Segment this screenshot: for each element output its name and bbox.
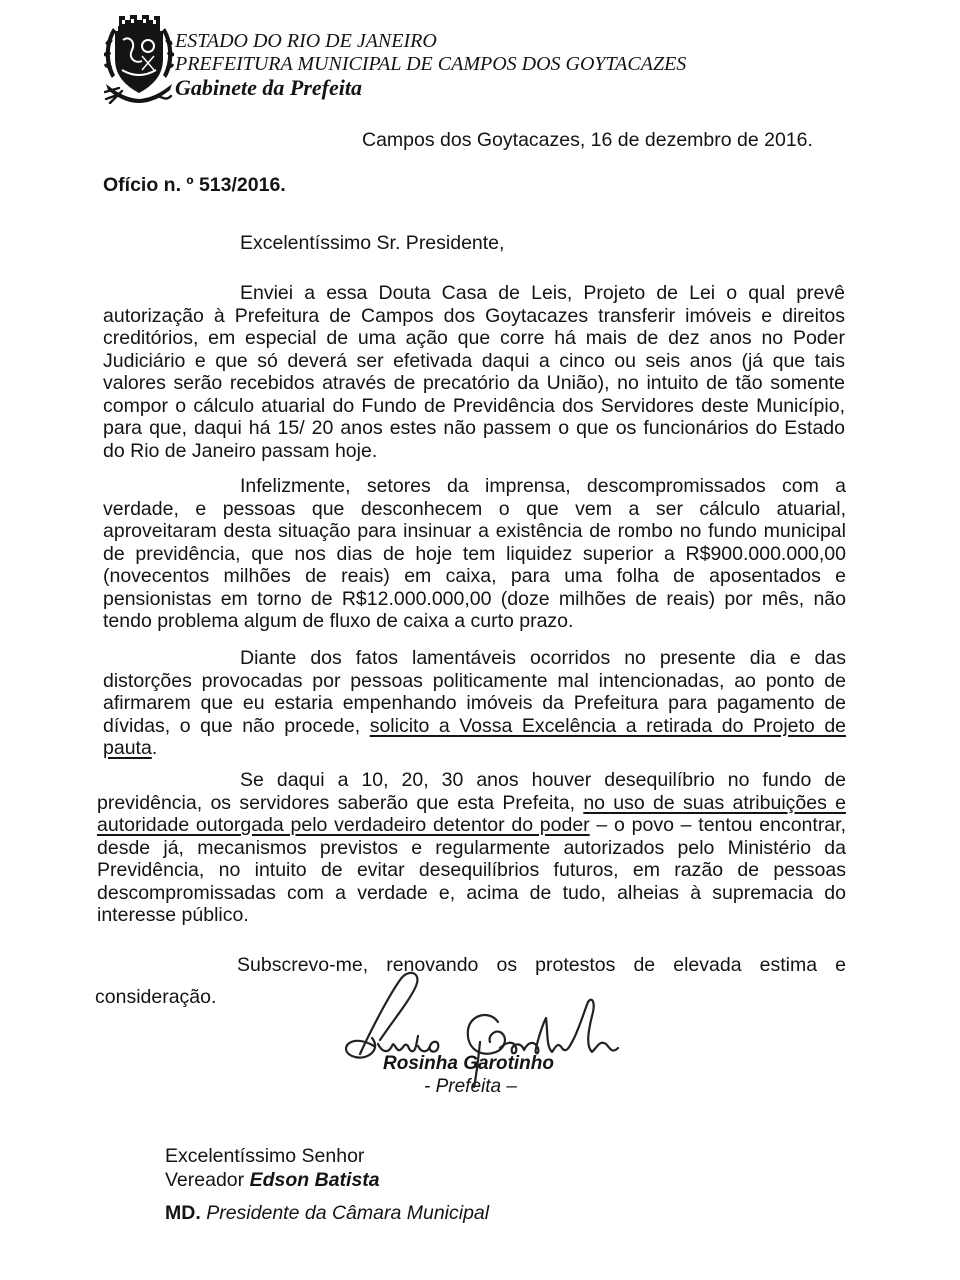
p4-line-2-text: previdência, os servidores saberão que esta Prefeita, <box>97 791 584 814</box>
p2-line-5: (novecentos milhões de reais) em caixa, para uma folha de aposentados e <box>103 565 846 587</box>
addressee-line-3 <box>165 1202 489 1224</box>
p4-line-3-text: – o povo – tentou encontrar, <box>589 814 846 836</box>
p1-line-5: valores serão recebidos através de precatório da União), no intuito de tão somente <box>103 372 845 394</box>
authority-underlined-text: no uso de suas atribuições e <box>583 791 846 814</box>
p4-line-3 <box>97 814 846 837</box>
p2-line-7: tendo problema algum de fluxo de caixa a curto prazo. <box>103 610 574 632</box>
p3-line-1: Diante dos fatos lamentáveis ocorridos no presente dia e das <box>240 647 846 669</box>
p4-line-4: desde já, mecanismos previstos e regularmente autorizados pelo Ministério da <box>97 836 846 859</box>
letterhead <box>175 30 686 99</box>
p1-line-1: Enviei a essa Douta Casa de Leis, Projeto de Lei o qual prevê <box>240 282 845 304</box>
p3-line-5 <box>103 737 846 760</box>
paragraph-3 <box>103 647 846 760</box>
p1-line-7: para que, daqui há 15/ 20 anos estes não passem o que os funcionários do Estado <box>103 417 845 439</box>
authority-underlined-text-end: autoridade outorgada pelo verdadeiro detentor do poder <box>97 814 590 836</box>
date-line: Campos dos Goytacazes, 16 de dezembro de 2016. <box>362 129 813 151</box>
p4-line-6: descompromissadas com a verdade e, acima de tudo, alheias à supremacia do <box>97 881 846 904</box>
p3-line-4-text: dívidas, o que não procede, <box>103 714 370 737</box>
request-underlined-text-end: pauta <box>103 737 152 759</box>
p1-line-3: creditórios, em especial de uma ação que corre há mais de dez anos no Poder <box>103 327 845 349</box>
salutation: Excelentíssimo Sr. Presidente, <box>240 232 505 254</box>
p1-line-6: compor o cálculo atuarial do Fundo de Previdência dos Servidores deste Município, <box>103 394 845 417</box>
addressee-name: Edson Batista <box>249 1169 380 1191</box>
closing-line-1: Subscrevo-me, renovando os protestos de elevada estima e <box>237 954 846 976</box>
p2-line-6: pensionistas em torno de R$12.000.000,00 (doze milhões de reais) por mês, não <box>103 587 846 610</box>
p4-line-2 <box>97 792 846 815</box>
coat-of-arms-icon <box>104 12 174 104</box>
addressee-title: Vereador <box>165 1169 245 1191</box>
letter-reference-number: Ofício n. º 513/2016. <box>103 174 286 196</box>
p3-line-3: afirmarem que eu estaria empenhando imóveis da Prefeitura para pagamento de <box>103 692 846 714</box>
signatory-title: - Prefeita – <box>424 1076 517 1097</box>
p2-line-3: aproveitaram desta situação para insinuar a existência de rombo no fundo municipal <box>103 520 846 542</box>
p4-line-7: interesse público. <box>97 904 249 926</box>
p3-line-4 <box>103 715 846 738</box>
closing-line-2: consideração. <box>95 986 217 1008</box>
addressee-role: Presidente da Câmara Municipal <box>206 1202 490 1224</box>
letterhead-office: Gabinete da Prefeita <box>175 75 362 100</box>
p3-line-5-period: . <box>151 737 158 759</box>
p3-line-2: distorções provocadas por pessoas politicamente mal intencionadas, ao ponto de <box>103 669 846 692</box>
signatory-name: Rosinha Garotinho <box>383 1053 554 1074</box>
p1-line-4: Judiciário e que só deverá ser efetivada daqui a cinco ou seis anos (já que tais <box>103 349 845 372</box>
p1-line-2: autorização à Prefeitura de Campos dos Goytacazes transferir imóveis e direitos <box>103 304 845 327</box>
addressee-line-2 <box>165 1169 380 1191</box>
p2-line-2: verdade, e pessoas que desconhecem o que vem a ser cálculo atuarial, <box>103 497 846 520</box>
paragraph-1 <box>103 282 845 462</box>
addressee-abbrev: MD. <box>165 1202 201 1224</box>
paragraph-2 <box>103 475 846 633</box>
p1-line-8: do Rio de Janeiro passam hoje. <box>103 439 378 462</box>
p2-line-4: de previdência, que nos dias de hoje tem liquidez superior a R$900.000.000,00 <box>103 542 846 565</box>
p2-line-1: Infelizmente, setores da imprensa, descompromissados com a <box>240 475 846 497</box>
letterhead-state: ESTADO DO RIO DE JANEIRO <box>175 30 437 52</box>
request-underlined-text: solicito a Vossa Excelência a retirada do Projeto de <box>369 714 847 737</box>
p4-line-1: Se daqui a 10, 20, 30 anos houver desequilíbrio no fundo de <box>240 769 846 791</box>
letterhead-prefecture: PREFEITURA MUNICIPAL DE CAMPOS DOS GOYTACAZES <box>175 53 687 75</box>
p4-line-5: Previdência, no intuito de evitar desequilíbrios futuros, em razão de pessoas <box>97 859 846 881</box>
addressee-line-1: Excelentíssimo Senhor <box>165 1145 365 1167</box>
paragraph-4 <box>97 769 846 927</box>
